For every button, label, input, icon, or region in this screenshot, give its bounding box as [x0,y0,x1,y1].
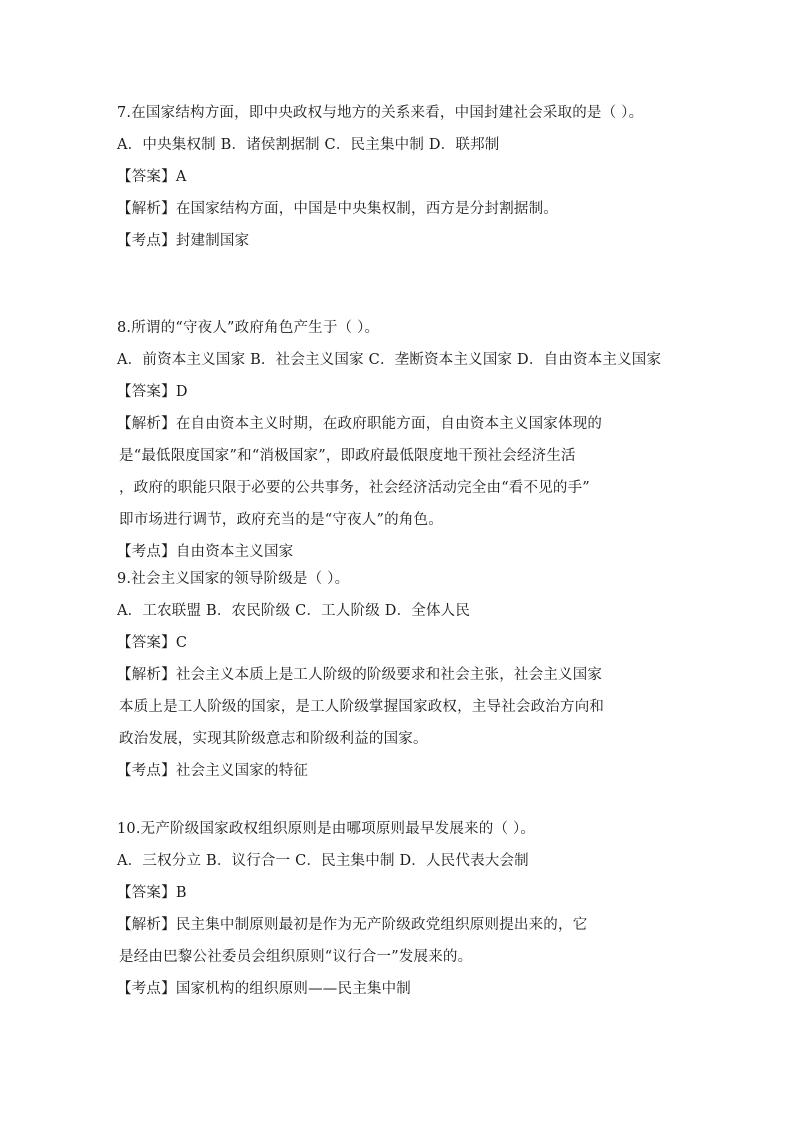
point-value: 封建制国家 [175,233,250,249]
analysis-line [117,909,717,941]
question-stem: 10.无产阶级国家政权组织原则是由哪项原则最早发展来的（ ）。 [117,821,536,837]
answer-line [117,376,717,408]
analysis-text: 政治发展，实现其阶级意志和阶级利益的国家。 [119,731,428,747]
answer-value: C [175,635,188,651]
answer-line [117,161,717,193]
answer-line [117,877,717,909]
analysis-line [117,408,717,440]
question-7 [117,97,717,257]
analysis-text: 本质上是工人阶级的国家，是工人阶级掌握国家政权，主导社会政治方向和 [119,699,605,715]
analysis-text: 民主集中制原则最初是作为无产阶级政党组织原则提出来的，它 [175,917,588,933]
question-10 [117,813,717,1005]
question-stem: 9.社会主义国家的领导阶级是（ ）。 [117,571,350,587]
analysis-tag: 【解析】 [117,667,176,683]
question-8 [117,312,717,568]
answer-tag: 【答案】 [117,384,176,400]
question-options: A．三权分立 B．议行合一 C．民主集中制 D．人民代表大会制 [117,853,529,869]
analysis-line [117,659,717,691]
answer-tag: 【答案】 [117,169,176,185]
question-options: A．中央集权制 B．诸侯割据制 C．民主集中制 D．联邦制 [117,137,500,153]
analysis-line [117,193,717,225]
analysis-text: 在自由资本主义时期，在政府职能方面，自由资本主义国家体现的 [175,416,603,432]
point-value: 自由资本主义国家 [175,544,294,560]
point-value: 国家机构的组织原则——民主集中制 [175,981,412,997]
analysis-tag: 【解析】 [117,917,176,933]
question-9 [117,563,717,787]
analysis-tag: 【解析】 [117,416,176,432]
question-options: A．前资本主义国家 B．社会主义国家 C．垄断资本主义国家 D．自由资本主义国家 [117,352,662,368]
analysis-text: ，政府的职能只限于必要的公共事务，社会经济活动完全由“看不见的手” [119,480,590,496]
analysis-text: 是经由巴黎公社委员会组织原则“议行合一”发展来的。 [119,949,473,965]
point-tag: 【考点】 [117,981,176,997]
point-tag: 【考点】 [117,233,176,249]
answer-line [117,627,717,659]
analysis-text: 是“最低限度国家”和“消极国家”，即政府最低限度地干预社会经济生活 [119,448,576,464]
question-stem: 8.所谓的“守夜人”政府角色产生于（ ）。 [117,320,380,336]
point-value: 社会主义国家的特征 [175,763,309,779]
analysis-text: 社会主义本质上是工人阶级的阶级要求和社会主张，社会主义国家 [175,667,603,683]
analysis-text: 即市场进行调节，政府充当的是“守夜人”的角色。 [119,512,443,528]
question-options: A．工农联盟 B．农民阶级 C．工人阶级 D．全体人民 [117,603,471,619]
answer-value: D [175,384,188,400]
point-line [117,225,717,257]
analysis-text: 在国家结构方面，中国是中央集权制，西方是分封割据制。 [175,201,559,217]
point-line [117,755,717,787]
answer-tag: 【答案】 [117,885,176,901]
analysis-tag: 【解析】 [117,201,176,217]
answer-value: A [175,169,187,185]
point-tag: 【考点】 [117,763,176,779]
point-tag: 【考点】 [117,544,176,560]
answer-value: B [175,885,187,901]
point-line [117,973,717,1005]
question-stem: 7.在国家结构方面，即中央政权与地方的关系来看，中国封建社会采取的是（ ）。 [117,105,644,121]
answer-tag: 【答案】 [117,635,176,651]
